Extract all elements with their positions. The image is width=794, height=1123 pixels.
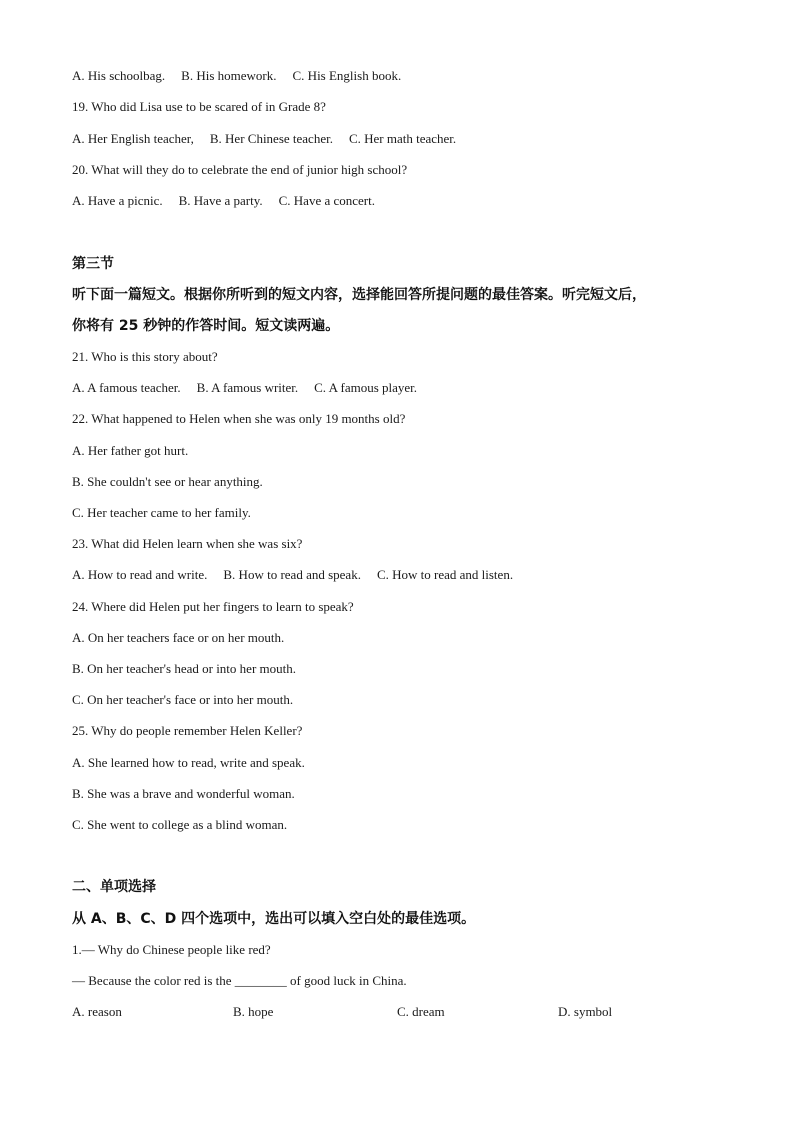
q19-question: 19. Who did Lisa use to be scared of in Grade 8? [72,99,326,114]
q24-option-a: A. On her teachers face or on her mouth. [72,630,285,645]
mc1-line2: — Because the color red is the ________ of good luck in China. [72,973,407,988]
q18-option-a: A. His schoolbag. [72,68,166,83]
q24-question: 24. Where did Helen put her fingers to learn to speak? [72,599,354,614]
q20-option-b: B. Have a party. [178,193,263,208]
q20-question: 20. What will they do to celebrate the end of junior high school? [72,162,408,177]
q23-option-a: A. How to read and write. [72,567,208,582]
q18-option-c: C. His English book. [292,68,402,83]
section3-title: 第三节 [72,256,114,272]
part2-instruction: 从 A、B、C、D 四个选项中，选出可以填入空白处的最佳选项。 [72,911,476,927]
q25-question: 25. Why do people remember Helen Keller? [72,723,303,738]
q19-option-b: B. Her Chinese teacher. [209,131,333,146]
q24-option-c: C. On her teacher's face or into her mouth. [72,692,294,707]
q25-option-a: A. She learned how to read, write and speak. [72,755,305,770]
section3-instruction-line1: 听下面一篇短文。根据你所听到的短文内容，选择能回答所提问题的最佳答案。听完短文后， [72,287,646,303]
q18-option-b: B. His homework. [181,68,277,83]
q24-option-b: B. On her teacher's head or into her mouth. [72,661,296,676]
mc1-option-b: B. hope [233,1004,274,1019]
q21-option-b: B. A famous writer. [196,380,299,395]
q22-question: 22. What happened to Helen when she was only 19 months old? [72,411,406,426]
q20-option-a: A. Have a picnic. [72,193,163,208]
q19-option-a: A. Her English teacher, [72,131,194,146]
mc1-option-a: A. reason [72,1004,122,1019]
mc1-line1: 1.— Why do Chinese people like red? [72,942,271,957]
q21-question: 21. Who is this story about? [72,349,218,364]
mc1-option-c: C. dream [397,1004,445,1019]
q23-option-c: C. How to read and listen. [376,567,514,582]
q23-question: 23. What did Helen learn when she was six? [72,536,303,551]
q18-options [72,67,401,85]
q21-options [72,379,417,397]
q23-option-b: B. How to read and speak. [223,567,361,582]
mc1-option-d: D. symbol [558,1004,613,1019]
part2-title: 二、单项选择 [72,879,156,895]
q19-option-c: C. Her math teacher. [348,131,457,146]
q21-option-a: A. A famous teacher. [72,380,181,395]
q21-option-c: C. A famous player. [314,380,418,395]
q23-options [72,566,513,584]
q20-options [72,192,375,210]
q25-option-c: C. She went to college as a blind woman. [72,817,288,832]
q19-options [72,130,456,148]
q25-option-b: B. She was a brave and wonderful woman. [72,786,295,801]
q22-option-c: C. Her teacher came to her family. [72,505,251,520]
q22-option-a: A. Her father got hurt. [72,443,189,458]
q22-option-b: B. She couldn't see or hear anything. [72,474,263,489]
section3-instruction-line2: 你将有 25 秒钟的作答时间。短文读两遍。 [72,318,340,334]
q20-option-c: C. Have a concert. [278,193,375,208]
